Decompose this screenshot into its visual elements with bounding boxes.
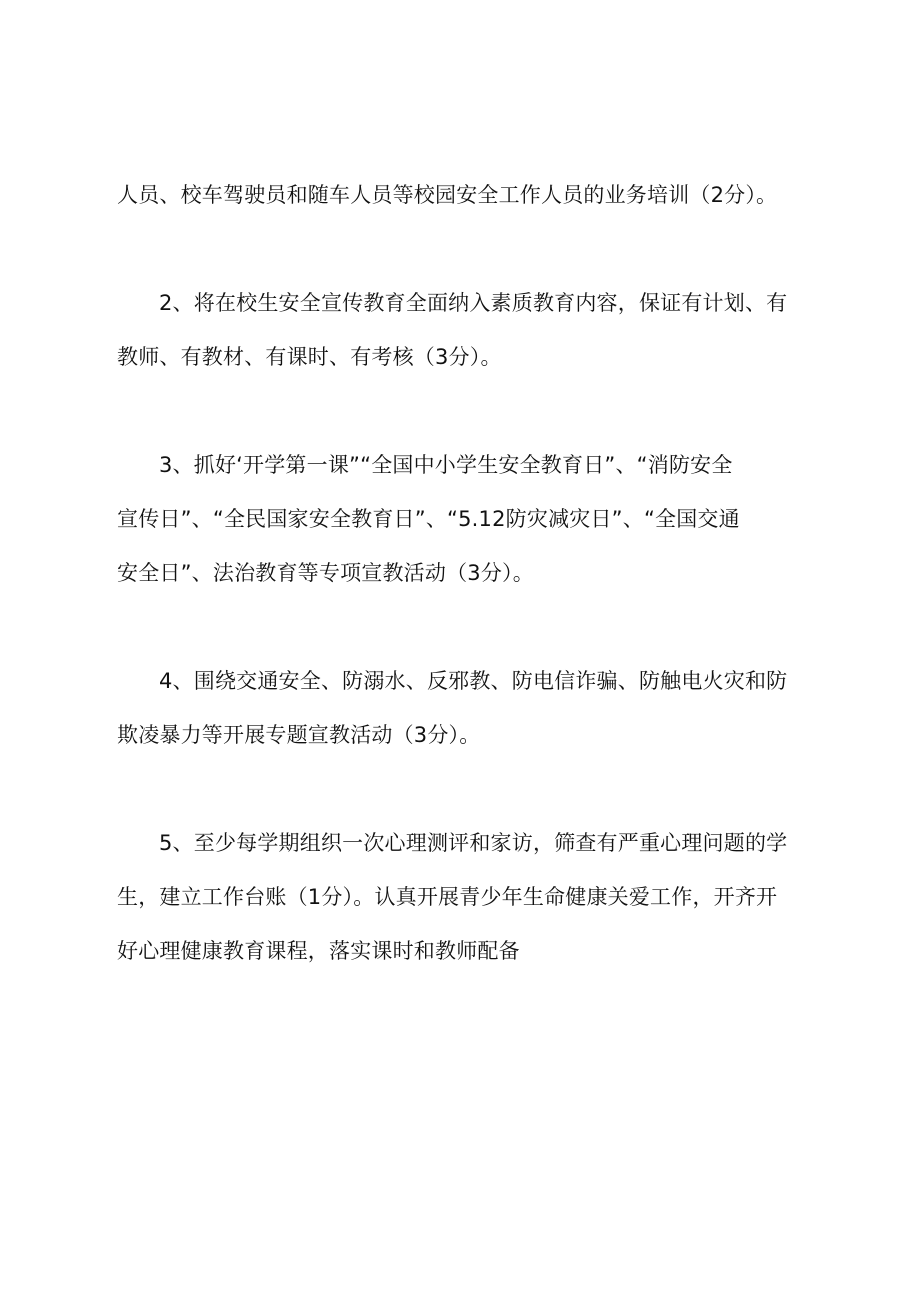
text-line: 人员、校车驾驶员和随车人员等校园安全工作人员的业务培训（2分）。 [117, 183, 778, 207]
text-line: 欺凌暴力等开展专题宣教活动（3分）。 [117, 723, 481, 747]
paragraph-2 [117, 276, 817, 384]
paragraph-3 [117, 438, 817, 600]
text-line: 5、至少每学期组织一次心理测评和家访，筛查有严重心理问题的学 [159, 831, 788, 855]
text-line: 生，建立工作台账（1分）。认真开展青少年生命健康关爱工作，开齐开 [117, 885, 778, 909]
text-line: 3、抓好‘开学第一课”“全国中小学生安全教育日”、“消防安全 [159, 453, 733, 477]
document-body [117, 168, 817, 1032]
text-line: 4、围绕交通安全、防溺水、反邪教、防电信诈骗、防触电火灾和防 [159, 669, 788, 693]
paragraph-4 [117, 654, 817, 762]
paragraph-1 [117, 168, 817, 222]
text-line: 2、将在校生安全宣传教育全面纳入素质教育内容，保证有计划、有 [159, 291, 788, 315]
text-line: 教师、有教材、有课时、有考核（3分）。 [117, 345, 502, 369]
text-line: 安全日”、法治教育等专项宣教活动（3分）。 [117, 561, 534, 585]
paragraph-5 [117, 816, 817, 978]
text-line: 好心理健康教育课程，落实课时和教师配备 [117, 939, 520, 963]
text-line: 宣传日”、“全民国家安全教育日”、“5.12防灾减灾日”、“全国交通 [117, 507, 740, 531]
